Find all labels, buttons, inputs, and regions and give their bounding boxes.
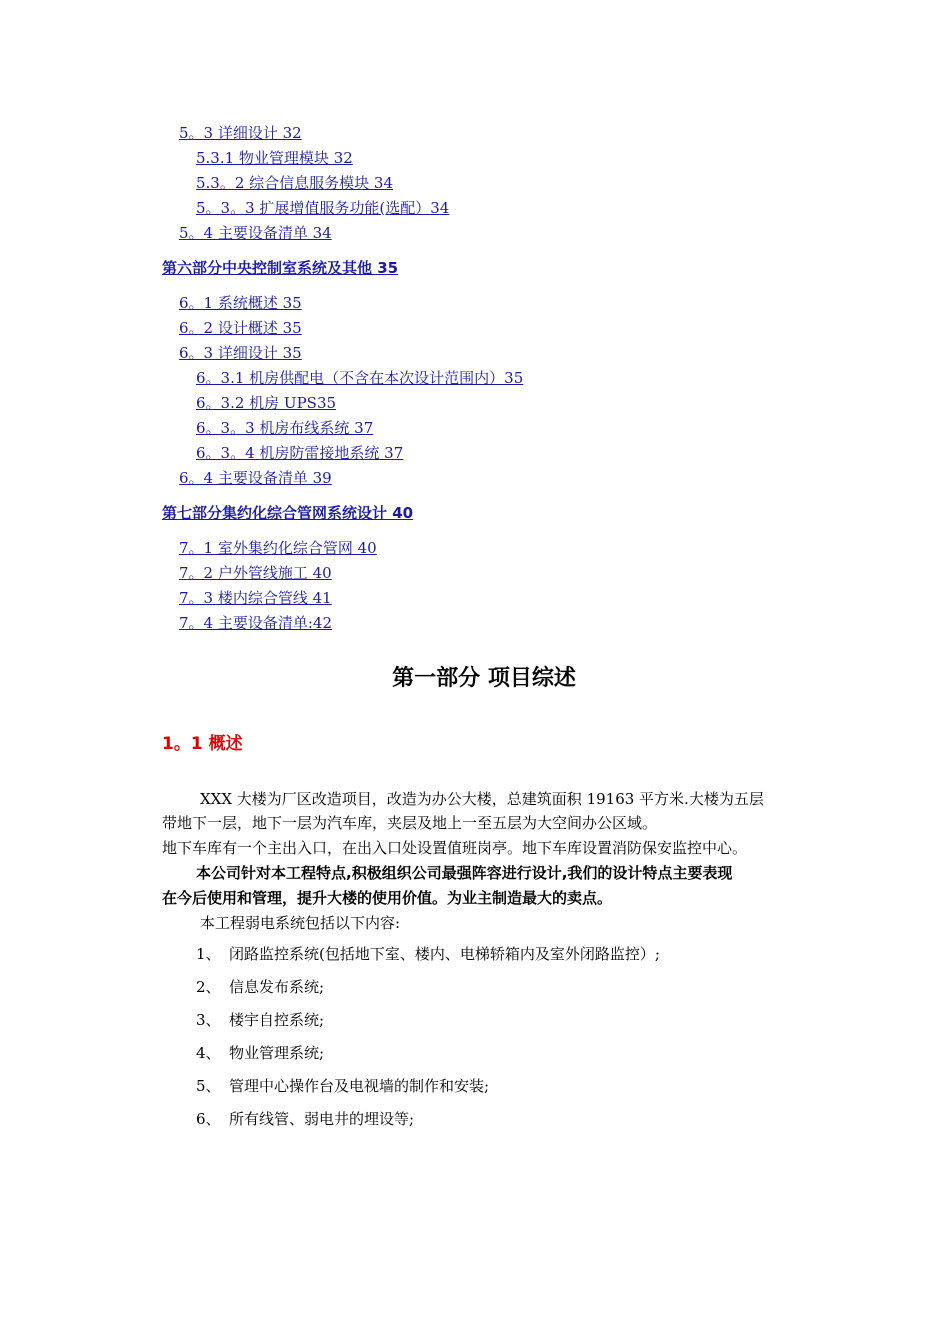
list-item (196, 1042, 324, 1064)
list-item (196, 1009, 324, 1031)
bold-paragraph-line: 在今后使用和管理，提升大楼的使用价值。为业主制造最大的卖点。 (162, 889, 613, 907)
list-intro: 本工程弱电系统包括以下内容: (200, 914, 401, 932)
toc-link[interactable]: 7。4 主要设备清单:42 (179, 614, 332, 632)
toc-link[interactable]: 6。3 详细设计 35 (179, 344, 302, 362)
toc-part-link[interactable]: 第七部分集约化综合管网系统设计 40 (162, 504, 414, 522)
section-heading: 1。1 概述 (162, 734, 243, 754)
list-item-text: 管理中心操作台及电视墙的制作和安装; (229, 1077, 490, 1095)
toc-part-link[interactable]: 第六部分中央控制室系统及其他 35 (162, 259, 399, 277)
toc-link[interactable]: 6。3.2 机房 UPS35 (196, 394, 337, 412)
paragraph-line: 地下车库有一个主出入口，在出入口处设置值班岗亭。地下车库设置消防保安监控中心。 (162, 839, 748, 857)
list-item (196, 1108, 414, 1130)
toc-link[interactable]: 6。4 主要设备清单 39 (179, 469, 332, 487)
bold-paragraph-line: 本公司针对本工程特点,积极组织公司最强阵容进行设计,我们的设计特点主要表现 (196, 864, 733, 882)
toc-link[interactable]: 6。3。3 机房布线系统 37 (196, 419, 374, 437)
list-item-number: 3、 (196, 1011, 221, 1029)
toc-link[interactable]: 5。3。3 扩展增值服务功能(选配）34 (196, 199, 450, 217)
list-item-text: 楼宇自控系统; (229, 1011, 325, 1029)
list-item-number: 1、 (196, 945, 221, 963)
list-item-text: 信息发布系统; (229, 978, 325, 996)
toc-link[interactable]: 6。1 系统概述 35 (179, 294, 302, 312)
toc-link[interactable]: 5。4 主要设备清单 34 (179, 224, 332, 242)
toc-link[interactable]: 7。1 室外集约化综合管网 40 (179, 539, 377, 557)
toc-link[interactable]: 7。3 楼内综合管线 41 (179, 589, 332, 607)
toc-link[interactable]: 7。2 户外管线施工 40 (179, 564, 332, 582)
list-item-number: 4、 (196, 1044, 221, 1062)
paragraph-line: 带地下一层，地下一层为汽车库，夹层及地上一至五层为大空间办公区域。 (162, 814, 658, 832)
list-item (196, 943, 660, 965)
list-item-text: 所有线管、弱电井的埋设等; (229, 1110, 415, 1128)
list-item-number: 5、 (196, 1077, 221, 1095)
toc-link[interactable]: 5。3 详细设计 32 (179, 124, 302, 142)
list-item-number: 6、 (196, 1110, 221, 1128)
list-item-number: 2、 (196, 978, 221, 996)
list-item-text: 闭路监控系统(包括地下室、楼内、电梯轿箱内及室外闭路监控）; (229, 945, 660, 963)
paragraph-line: XXX 大楼为厂区改造项目，改造为办公大楼，总建筑面积 19163 平方米.大楼为五层 (200, 790, 764, 808)
list-item (196, 1075, 489, 1097)
list-item-text: 物业管理系统; (229, 1044, 325, 1062)
toc-link[interactable]: 6。3。4 机房防雷接地系统 37 (196, 444, 404, 462)
part-title: 第一部分 项目综述 (392, 666, 576, 691)
list-item (196, 976, 324, 998)
toc-link[interactable]: 5.3.1 物业管理模块 32 (196, 149, 353, 167)
toc-link[interactable]: 6。3.1 机房供配电（不含在本次设计范围内）35 (196, 369, 524, 387)
toc-link[interactable]: 6。2 设计概述 35 (179, 319, 302, 337)
toc-link[interactable]: 5.3。2 综合信息服务模块 34 (196, 174, 394, 192)
